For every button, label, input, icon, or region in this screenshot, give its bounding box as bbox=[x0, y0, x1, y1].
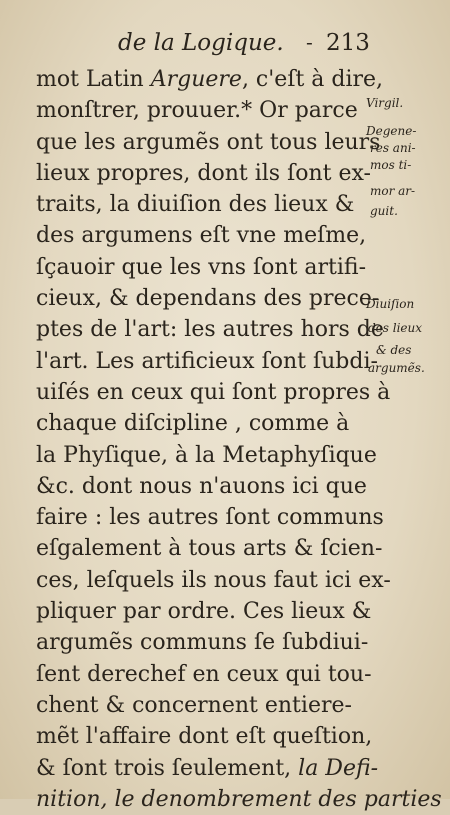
margin-note: mos ti- bbox=[370, 158, 412, 172]
text-run: mot Latin bbox=[36, 67, 151, 92]
text-run: monſtrer, prouuer.* Or parce bbox=[36, 98, 358, 124]
margin-note: argumẽs. bbox=[368, 361, 425, 375]
margin-note: des lieux bbox=[368, 321, 423, 335]
text-run: mẽt l'affaire dont eſt queſtion, bbox=[36, 724, 373, 750]
italic-run: nition, le denombrement des parties bbox=[36, 786, 442, 812]
margin-note: guit. bbox=[370, 204, 398, 218]
text-run: &c. dont nous n'auons ici que bbox=[36, 473, 367, 499]
text-run: traits, la diuiſion des lieux & bbox=[36, 192, 355, 218]
text-run: l'art. Les artificieux ſont ſubdi- bbox=[36, 348, 378, 374]
text-line bbox=[36, 64, 384, 95]
text-run: uiſés en ceux qui ſont propres à bbox=[36, 379, 391, 405]
margin-note: Diuiſion bbox=[366, 297, 415, 311]
margin-note: res ani- bbox=[370, 141, 416, 155]
text-run: ces, leſquels ils nous faut ici ex- bbox=[36, 567, 391, 593]
running-title: de la Logique. bbox=[118, 30, 284, 56]
text-run: eſgalement à tous arts & ſcien- bbox=[36, 536, 383, 562]
header-dash: - bbox=[306, 30, 313, 54]
text-line bbox=[36, 377, 391, 408]
text-run: , c'eſt à dire, bbox=[241, 67, 384, 92]
italic-run: la Defi- bbox=[298, 755, 379, 781]
text-line bbox=[36, 721, 373, 752]
text-run: chent & concernent entiere- bbox=[36, 692, 352, 718]
text-run: chaque diſcipline , comme à bbox=[36, 411, 350, 437]
text-run: argumẽs communs ſe ſubdiui- bbox=[36, 630, 369, 656]
text-line bbox=[36, 220, 366, 251]
text-line bbox=[36, 565, 391, 596]
text-run: & ſont trois ſeulement, bbox=[36, 755, 299, 781]
text-line bbox=[36, 627, 369, 658]
text-line bbox=[36, 659, 372, 690]
text-line bbox=[36, 440, 377, 471]
page-header bbox=[118, 30, 378, 64]
text-line bbox=[36, 690, 366, 721]
text-run: ſçauoir que les vns ſont artifi- bbox=[36, 254, 367, 280]
text-run: ſent derechef en ceux qui tou- bbox=[36, 661, 372, 687]
text-line bbox=[36, 283, 380, 314]
text-line bbox=[36, 408, 366, 439]
text-line bbox=[36, 753, 379, 784]
text-line bbox=[36, 189, 366, 220]
margin-note: mor ar- bbox=[370, 184, 416, 198]
text-line bbox=[36, 158, 371, 189]
text-run: la Phyſique, à la Metaphyſique bbox=[36, 442, 377, 468]
text-run: des argumens eſt vne meſme, bbox=[36, 223, 367, 249]
text-line bbox=[36, 95, 366, 126]
text-line bbox=[36, 471, 366, 502]
text-line bbox=[36, 533, 383, 564]
text-line bbox=[36, 596, 372, 627]
text-line bbox=[36, 252, 366, 283]
margin-note: & des bbox=[376, 343, 412, 357]
text-run: faire : les autres ſont communs bbox=[36, 505, 384, 531]
text-line bbox=[36, 784, 442, 815]
margin-note: Virgil. bbox=[366, 96, 404, 110]
text-line bbox=[36, 346, 378, 377]
text-run: que les argumẽs ont tous leurs bbox=[36, 129, 381, 155]
margin-note: Degene- bbox=[366, 124, 417, 138]
page-number: 213 bbox=[326, 30, 370, 56]
margin-notes bbox=[364, 0, 450, 799]
text-run: lieux propres, dont ils ſont ex- bbox=[36, 160, 371, 186]
text-run: pliquer par ordre. Ces lieux & bbox=[36, 599, 372, 625]
text-line bbox=[36, 127, 381, 158]
text-run: ptes de l'art: les autres hors de bbox=[36, 317, 384, 343]
italic-run: Arguere bbox=[150, 67, 242, 92]
text-line bbox=[36, 314, 384, 345]
text-line bbox=[36, 502, 384, 533]
text-run: cieux, & dependans des prece- bbox=[36, 286, 380, 312]
